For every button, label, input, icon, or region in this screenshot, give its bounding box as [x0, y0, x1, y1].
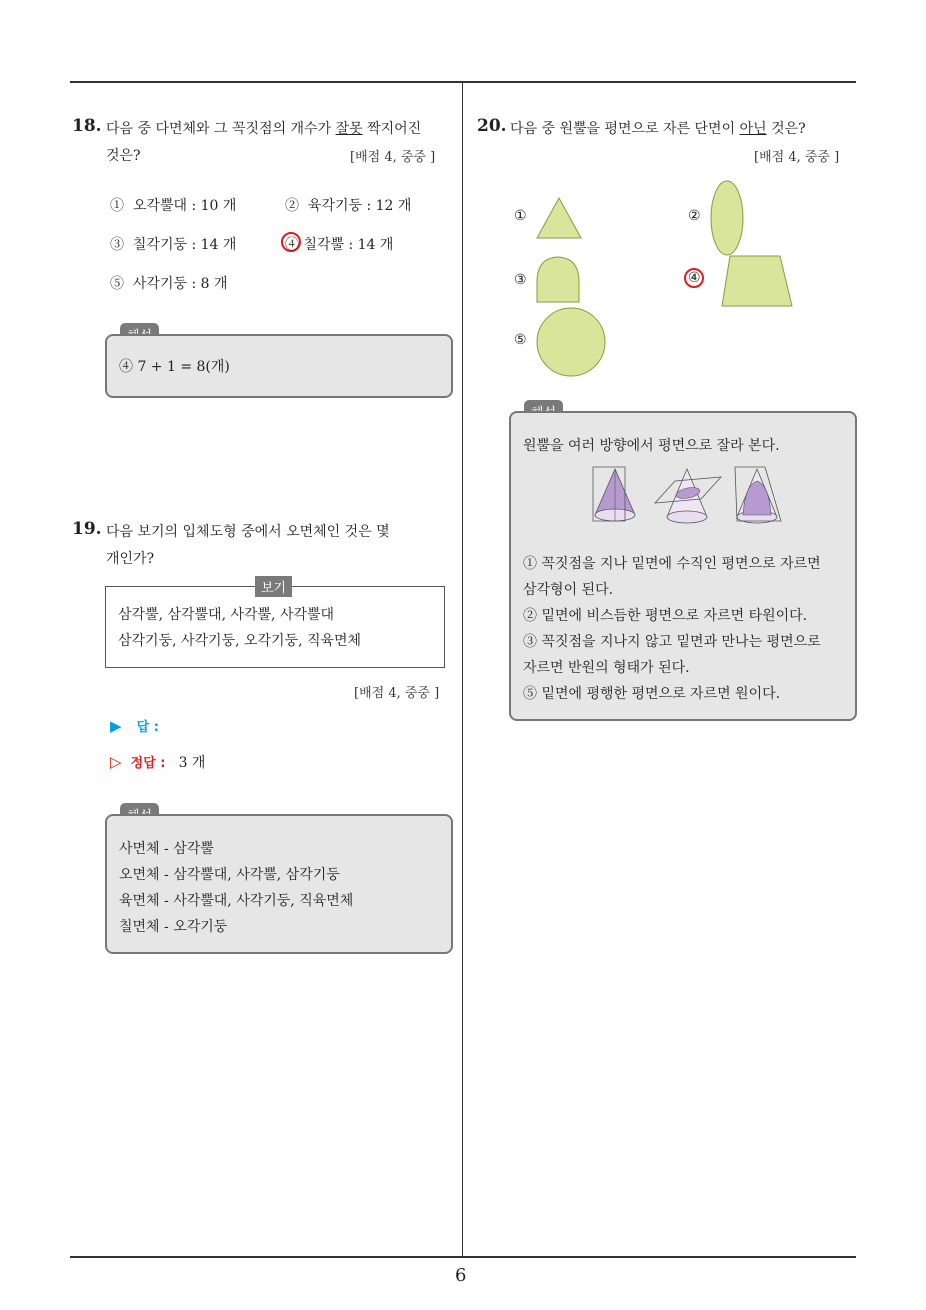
q20-meta: [배점 4, 중중 ] [754, 150, 840, 165]
q20-solution-line: ② 밑면에 비스듬한 평면으로 자르면 타원이다. [523, 608, 808, 624]
q19-solution-line: 오면체 - 삼각뿔대, 사각뿔, 삼각기둥 [119, 867, 340, 883]
q19-bogi-box [105, 586, 445, 668]
ellipse-shape [711, 181, 743, 255]
q19-text-line2: 개인가? [106, 551, 155, 567]
cone-cut-illustrations [587, 463, 797, 533]
cone-slanted-cut-icon [655, 469, 721, 523]
q20-option-3-mark[interactable]: ③ [514, 272, 527, 288]
q18-option-2[interactable]: ② 육각기둥 : 12 개 [285, 198, 412, 214]
q20-solution-box [509, 411, 857, 721]
q18-number: 18. [72, 116, 102, 136]
q18-text-line2: 것은? [106, 148, 141, 164]
q19-answer-row [110, 716, 159, 735]
q18-option-4[interactable]: ④ 칠각뿔 : 14 개 [285, 237, 394, 253]
q18-solution-text: ④ 7 + 1 = 8(개) [119, 359, 230, 375]
q19-correct-label: 정답 : [130, 756, 166, 771]
q20-option-4-mark[interactable]: ④ [688, 270, 701, 286]
q19-correct-value: 3 개 [178, 755, 206, 771]
q18-option-1[interactable]: ① 오각뿔대 : 10 개 [110, 198, 237, 214]
q20-solution-line: ⑤ 밑면에 평행한 평면으로 자르면 원이다. [523, 686, 781, 702]
page-number: 6 [455, 1265, 467, 1286]
q19-correct-row [110, 752, 205, 772]
q20-number: 20. [477, 116, 507, 136]
q18-option-5[interactable]: ⑤ 사각기둥 : 8 개 [110, 276, 228, 292]
answer-marker-icon: ▶ [110, 717, 122, 735]
q20-solution-line: 삼각형이 된다. [523, 582, 614, 598]
q19-meta: [배점 4, 중중 ] [354, 686, 440, 701]
q19-solution-box [105, 814, 453, 954]
cone-offset-cut-icon [735, 467, 781, 523]
q19-number: 19. [72, 519, 102, 539]
triangle-shape [537, 198, 581, 238]
q20-shapes [530, 178, 830, 378]
q18-option-3[interactable]: ③ 칠각기둥 : 14 개 [110, 237, 237, 253]
column-divider [462, 82, 463, 1258]
q18-solution-box [105, 334, 453, 398]
bottom-rule [70, 1256, 856, 1258]
q20-text: 다음 중 원뿔을 평면으로 자른 단면이 아닌 것은? [510, 121, 806, 137]
q19-text-line1: 다음 보기의 입체도형 중에서 오면체인 것은 몇 [106, 524, 390, 540]
half-ellipse-shape [537, 257, 579, 302]
q19-solution-line: 칠면체 - 오각기둥 [119, 919, 228, 935]
correct-marker-icon: ▷ [110, 753, 122, 771]
cone-vertical-cut-icon [593, 467, 635, 521]
q20-option-1-mark[interactable]: ① [514, 208, 527, 224]
q20-solution-line: ③ 꼭짓점을 지나지 않고 밑면과 만나는 평면으로 [523, 634, 821, 650]
q18-meta: [배점 4, 중중 ] [350, 150, 436, 165]
trapezoid-shape [722, 256, 792, 306]
q20-option-2-mark[interactable]: ② [688, 208, 701, 224]
q19-solution-line: 육면체 - 사각뿔대, 사각기둥, 직육면체 [119, 893, 354, 909]
q18-text: 다음 중 다면체와 그 꼭짓점의 개수가 잘못 짝지어진 [106, 121, 422, 137]
q20-solution-line: 자르면 반원의 형태가 된다. [523, 660, 690, 676]
q19-solution-line: 사면체 - 삼각뿔 [119, 841, 214, 857]
q20-solution-intro: 원뿔을 여러 방향에서 평면으로 잘라 본다. [523, 438, 780, 454]
q19-bogi-tag: 보기 [255, 576, 292, 597]
top-rule [70, 81, 856, 83]
q20-solution-line: ① 꼭짓점을 지나 밑면에 수직인 평면으로 자르면 [523, 556, 821, 572]
q19-answer-label: 답 : [136, 720, 159, 735]
q19-bogi-line2: 삼각기둥, 사각기둥, 오각기둥, 직육면체 [118, 633, 362, 649]
q20-option-5-mark[interactable]: ⑤ [514, 332, 527, 348]
q19-bogi-line1: 삼각뿔, 삼각뿔대, 사각뿔, 사각뿔대 [118, 607, 335, 623]
circle-shape [537, 308, 605, 376]
